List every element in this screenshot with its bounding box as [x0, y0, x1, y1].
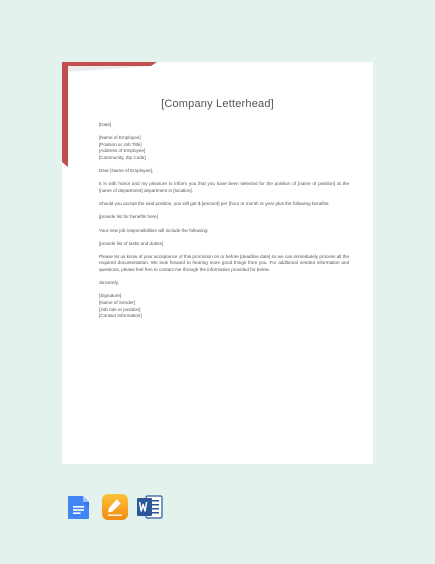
recipient-block — [99, 135, 349, 161]
company-letterhead: [Company Letterhead] — [161, 98, 274, 110]
recipient-address: [Address of Employee] — [99, 148, 146, 154]
paragraph-acceptance: Please let us know of your acceptance of this promotion on or before [deadline date] so we can immediately process all the required documentation. We look forward to hearing more good things from you. For additional needed information and questions, please feel free to contact me through the information provided for below. — [99, 253, 349, 273]
recipient-position: [Position or Job Title] — [99, 141, 142, 147]
salutation: Dear [Name of Employee], — [99, 168, 154, 174]
letter-page — [62, 62, 373, 464]
google-docs-icon[interactable] — [66, 494, 92, 520]
paragraph-benefits-list: [provide list for benefits here] — [99, 214, 158, 220]
letter-date: [Date] — [99, 122, 112, 127]
letter-body — [99, 122, 349, 326]
paragraph-compensation: Should you accept the said position, you will get $ [amount] per [hour or month or year plus the following benefits: — [99, 201, 330, 207]
sender-name: [Name of Sender] — [99, 300, 136, 306]
sender-role: [Job role or position] — [99, 306, 141, 312]
closing: Sincerely, — [99, 280, 119, 286]
apple-pages-icon[interactable] — [102, 494, 128, 520]
microsoft-word-icon[interactable] — [136, 494, 164, 520]
paragraph-responsibilities: Your new job responsibilities will include the following: — [99, 227, 209, 233]
recipient-community: [Community, Zip Code] — [99, 154, 146, 160]
signature-line: [Signature] — [99, 293, 122, 299]
paragraph-selection: It is with honor and my pleasure to inform you that you have been selected for the position of [name of position] at the [name of department] department in [location]. — [99, 181, 349, 193]
signature-block — [99, 293, 349, 319]
recipient-name: [Name of Employee] — [99, 135, 141, 141]
sender-contact: [Contact Information] — [99, 313, 142, 319]
paragraph-tasks-list: [provide list of tasks and duties] — [99, 240, 164, 246]
